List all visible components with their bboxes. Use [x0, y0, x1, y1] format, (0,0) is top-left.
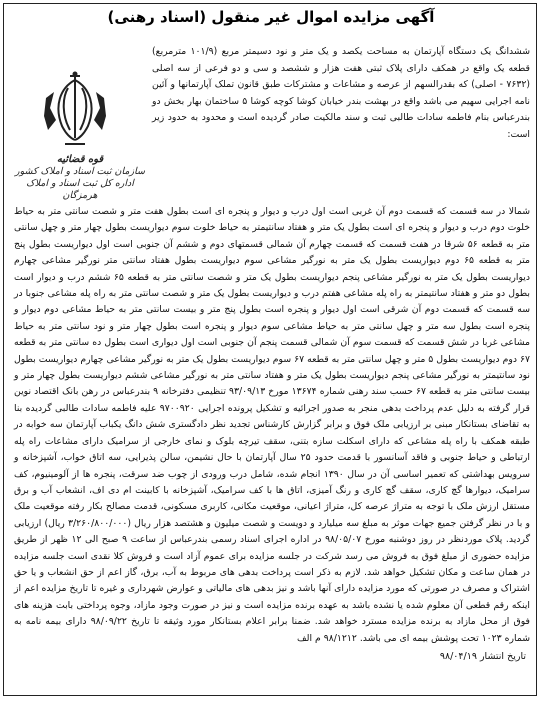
org-line-2: سازمان ثبت اسناد و املاک کشور [15, 166, 145, 177]
notice-frame [3, 3, 537, 696]
iran-emblem-icon [40, 68, 110, 150]
publication-date: تاریخ انتشار ۹۸/۰۴/۱۹ [439, 651, 526, 662]
organization-name [10, 154, 150, 202]
org-line-1: قوه قضائیه [56, 154, 104, 165]
body-paragraph: شمالا در سه قسمت که قسمت دوم آن غربی است اول درب و دیوار و پنجره ای است بطول هفت متر و شصت سانتی متر به حیاط خلوت دوم درب و دیوار و پنجره ای است بطول یک متر و هفتاد سانتیمتر به حیاط خلوت سوم دیواریست بطول چهار متر و چهل سانتی متر به قطعه ۵۶ شرقا در هفت قسمت که قسمت چهارم آن شمالی قسمتهای دوم و ششم آن جنوبی است اول دیواریست بطول پنج متر به قطعه ۶۵ دوم دیواریست بطول یک متر به نورگیر مشاعی سوم دیواریست بطول هفتاد سانتی متر نورگیر مشاعی چهارم دیواریست بطول یک متر به نورگیر مشاعی پنجم دیواریست بطول یک متر و شصت سانتی متر به قطعه ۶۵ ششم درب و دیوار است بطول دو متر و هفتاد سانتیمتر به راه پله مشاعی هفتم درب و دیواریست بطول یک متر و شصت سانتی متر به راه پله مشاعی جنوبا در سه قسمت که قسمت دوم آن شرقی است اول دیوار و پنجره است بطول پنج متر و بیست سانتی متر به حیاط مشاعی دوم دیوار و پنجره است بطول سه متر و چهل سانتی متر به حیاط مشاعی سوم دیوار و پنجره است بطول چهار متر و نود سانتی متر به حیاط مشاعی غربا در شش قسمت که قسمت سوم آن شمالی قسمت پنجم آن جنوبی است اول دیواری است بطول ده سانتی متر به قطعه ۶۷ دوم دیواریست بطول ۵ متر و چهل سانتی متر به قطعه ۶۷ سوم دیواریست بطول یک متر به نورگیر مشاعی چهارم دیواریست بطول نود سانتیمتر به نورگیر مشاعی پنجم دیواریست بطول یک متر و هفتاد سانتی متر به نورگیر مشاعی ششم دیواریست بطول چهار متر و بیست سانتی متر به قطعه ۶۷ حسب سند رهنی شماره ۱۳۶۷۴ مورخ ۹۳/۰۹/۱۳ تنظیمی دفترخانه ۹ بندرعباس در رهن بانک اقتصاد نوین قرار گرفته به دلیل عدم پرداخت بدهی منجر به صدور اجرائیه و تشکیل پرونده اجرایی ۹۷۰۰۹۲۰ علیه فاطمه سادات طالبی گردیده بنا به تقاضای بستانکار مبنی بر ارزیابی ملک فوق و برابر گزارش کارشناس تجدید نظر دادگستری شش دانگ یکباب آپارتمان سه خوابه در طبقه همکف با راه پله مشاعی که دارای اسکلت سازه بتنی، سقف تیرچه بلوک و نمای خارجی از سرامیک دارای مشاعات راه پله ارتباطی و حیاط جنوبی و فاقد آسانسور با قدمت حدود ۲۵ سال آپارتمان با حال نشیمن، سالن پذیرایی، سه اتاق خواب، آشپزخانه و سرویس بهداشتی که تعمیر اساسی آن در سال ۱۳۹۰ انجام شده، شامل درب ورودی از چوب ضد سرقت، پنجره ها از آلومینیوم، کف سرامیک، دیوارها گچ کاری، سقف گچ کاری و رنگ آمیزی، اتاق ها با کف سرامیک، آشپزخانه با کابینت ام دی اف، انشعاب آب و برق مستقل ارزش ملک با توجه به متراژ عرصه کل، متراژ اعیانی، موقعیت مکانی، کاربری مسکونی، قدمت مصالح بکار رفته موقعیت ملک و با در نظر گرفتن جمیع جهات موثر به مبلغ سه میلیارد و دویست و شصت میلیون و هشتصد هزار ریال (۳/۲۶۰/۸۰۰/۰۰۰ ریال) ارزیابی گردید. پلاک موردنظر در روز دوشنبه مورخ ۹۸/۰۵/۰۷ در اداره اجرای اسناد رسمی بندرعباس از ساعت ۹ صبح الی ۱۲ ظهر از طریق مزایده حضوری از مبلغ فوق به فروش می رسد شرکت در جلسه مزایده برای عموم آزاد است و فروش کلا نقدی است جلسه مزایده در همان ساعت و مکان تشکیل خواهد شد. لازم به ذکر است پرداخت بدهی های مربوط به آب، برق، گاز اعم از حق انشعاب و یا حق اشتراک و مصرف در صورتی که مورد مزایده دارای آنها باشد و نیز بدهی های مالیاتی و عوارض شهرداری و غیره تا تاریخ مزایده اعم از اینکه رقم قطعی آن معلوم شده یا نشده باشد به عهده برنده مزایده است و نیز در صورت وجود مازاد، وجوه پرداختی بابت هزینه های فوق از محل مازاد به برنده مزایده مسترد خواهد شد. ضمنا برابر اعلام بستانکار مورد وثیقه تا تاریخ ۹۸/۰۹/۲۲ دارای بیمه نامه به شماره ۱۰۲۳ تحت پوشش بیمه ای می باشد. ۹۸/۱۲۱۲ م الف [14, 206, 531, 644]
lead-paragraph: ششدانگ یک دستگاه آپارتمان به مساحت یکصد و یک متر و نود دسیمتر مربع (۱۰۱/۹ مترمربع) قطعه یک واقع در همکف دارای پلاک ثبتی هفت هزار و ششصد و سی و دو فرعی از سه اصلی (۷۶۳۲ - اصلی) که بقدرالسهم از عرصه و مشاعات و مشترکات طبق قانون تملک آپارتمانها و آئین نامه اجرایی سهیم می باشد واقع در بهشت بندر خیابان کوشا کوچه کوشا ۵ ساختمان بهار بخش دو بندرعباس بنام فاطمه سادات طالبی ثبت و سند مالکیت صادر گردیده است و محدود به حدود زیر است: [152, 46, 531, 140]
org-line-3: اداره کل ثبت اسناد و املاک هرمزگان [26, 178, 134, 201]
notice-title: آگهی مزایده اموال غیر منقول (اسناد رهنی) [107, 8, 435, 26]
